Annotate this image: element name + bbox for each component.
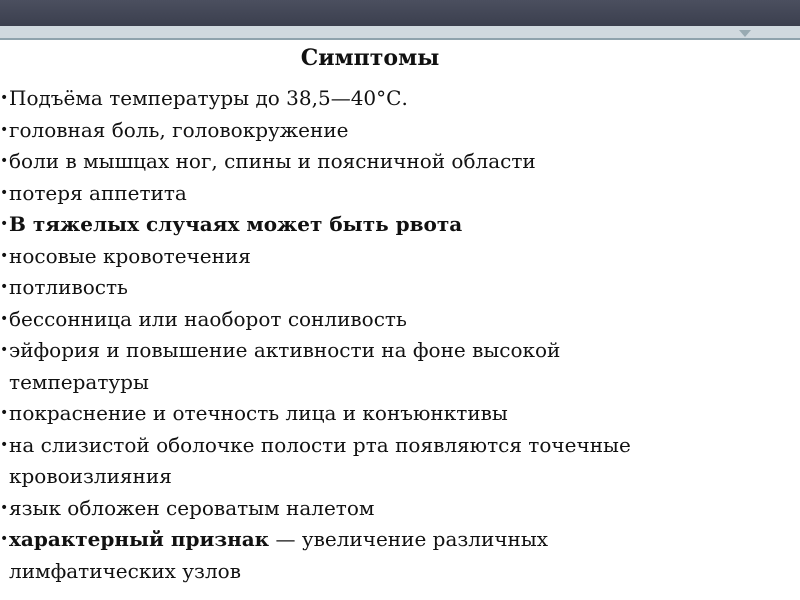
bullet-icon: • [0, 247, 9, 264]
bullet-icon: • [0, 310, 9, 327]
list-item: • на слизистой оболочке полости рта появляются точечные кровоизлияния [0, 430, 631, 493]
bullet-icon: • [0, 184, 9, 201]
header-bar [0, 0, 800, 26]
list-item: • потливость [0, 272, 631, 304]
bullet-icon: • [0, 90, 9, 106]
list-item: • бессонница или наоборот сонливость [0, 304, 631, 336]
bullet-icon: • [0, 499, 9, 516]
list-item: • характерный признак — увеличение различных лимфатических узлов [0, 524, 631, 587]
corner-triangle-icon [739, 30, 751, 37]
bullet-icon: • [0, 279, 9, 295]
list-item: • В тяжелых случаях может быть рвота [0, 209, 631, 241]
bullet-icon: • [0, 216, 9, 232]
bullet-icon: • [0, 121, 9, 138]
list-item: • носовые кровотечения [0, 241, 631, 273]
bullet-icon: • [0, 531, 9, 547]
list-item: • Подъёма температуры до 38,5—40°С. [0, 83, 631, 115]
header-stripe [0, 26, 800, 38]
bullet-icon: • [0, 436, 9, 453]
list-item: • боли в мышцах ног, спины и поясничной области [0, 146, 631, 178]
list-item: • потеря аппетита [0, 178, 631, 210]
bullet-icon: • [0, 405, 9, 421]
slide-title: Симптомы [300, 45, 440, 71]
list-item: • покраснение и отечность лица и конъюнктивы [0, 398, 631, 430]
list-item: • язык обложен сероватым налетом [0, 493, 631, 525]
list-item: • головная боль, головокружение [0, 115, 631, 147]
header-divider [0, 38, 800, 40]
bullet-icon: • [0, 342, 9, 358]
list-item: • эйфория и повышение активности на фоне высокой температуры [0, 335, 631, 398]
symptom-list [0, 83, 631, 587]
bullet-icon: • [0, 153, 9, 169]
